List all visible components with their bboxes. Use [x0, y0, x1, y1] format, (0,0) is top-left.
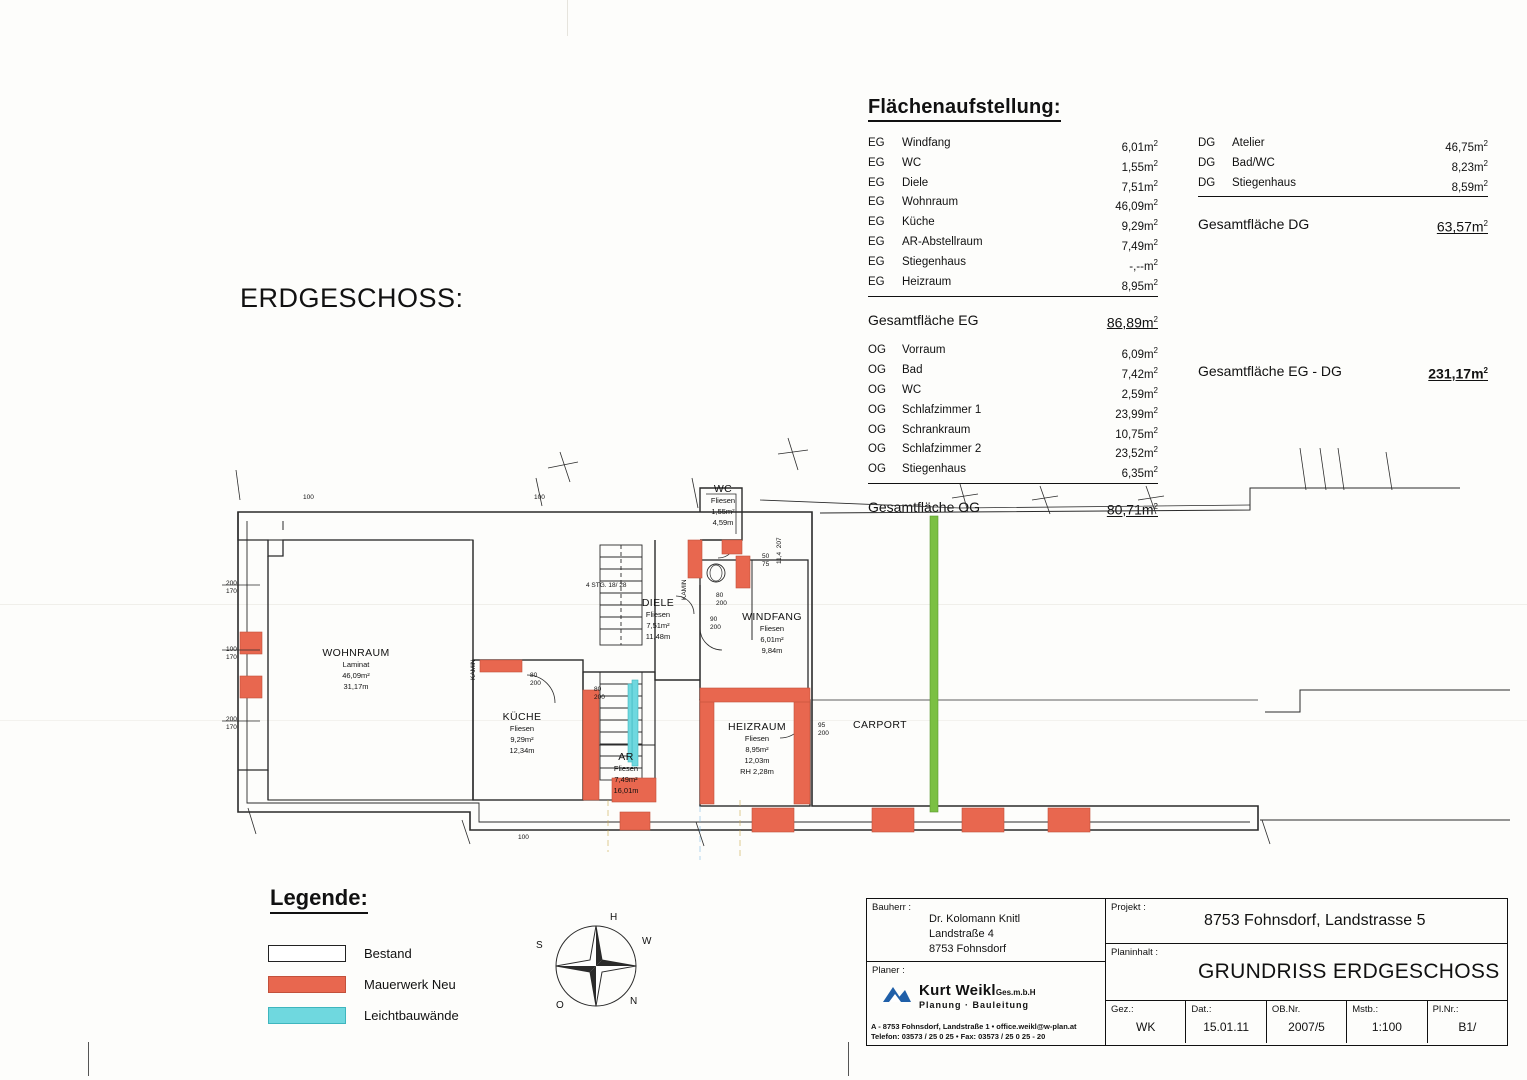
- planinhalt-cell: [1106, 944, 1507, 1001]
- room-finish: Laminat: [342, 660, 370, 669]
- room-name: CARPORT: [853, 719, 907, 731]
- area-value: $9,29m^2$: [1121, 218, 1158, 234]
- page-title: ERDGESCHOSS:: [240, 283, 464, 313]
- area-name: Stiegenhaus: [1232, 176, 1296, 189]
- area-name: AR-Abstellraum: [902, 236, 983, 249]
- bauherr-line-2: Landstraße 4: [929, 928, 994, 940]
- legend-item-leichtbauwaende: [268, 1007, 459, 1024]
- annotation-dim: 100: [534, 494, 545, 501]
- sum-total-value: $231,17m^2$: [1428, 365, 1488, 382]
- area-value: $-,--m^2$: [1129, 257, 1158, 273]
- field-mstb: [1347, 1001, 1427, 1043]
- planer-cell: [867, 962, 1105, 1044]
- room-label-wc: [700, 484, 746, 528]
- room-finish: Fliesen: [509, 724, 535, 733]
- annotation-dim: 50 75: [762, 553, 770, 568]
- annotation-dim: 100: [518, 834, 529, 841]
- area-name: Vorraum: [902, 344, 946, 357]
- sum-og-value: $80,71m^2$: [1106, 501, 1158, 518]
- title-block-right: [1106, 899, 1507, 1045]
- sum-eg-label: Gesamtfläche EG: [868, 311, 979, 328]
- area-value: $6,01m^2$: [1121, 139, 1158, 154]
- room-area: 9,29m²: [510, 735, 534, 744]
- area-value: $6,35m^2$: [1121, 465, 1158, 481]
- area-name: WC: [902, 156, 922, 169]
- planner-logo: [919, 982, 1099, 1010]
- bauherr-line-3: 8753 Fohnsdorf: [929, 943, 1007, 955]
- field-mstb-label: Mstb.:: [1352, 1004, 1379, 1015]
- room-perimeter: 9,84m: [761, 646, 783, 655]
- annotation-kamin-kueche: KAMIN: [470, 659, 477, 680]
- field-plnr: [1428, 1001, 1507, 1043]
- legend-label: Leichtbauwände: [364, 1008, 459, 1023]
- room-area: 7,51m²: [646, 621, 670, 630]
- room-label-wohnraum: [310, 648, 402, 692]
- annotation-stairs: 4 STG. 18/ 28: [586, 582, 627, 589]
- area-value: $1,55m^2$: [1121, 158, 1158, 174]
- area-level: OG: [868, 463, 886, 476]
- area-level: EG: [868, 275, 885, 288]
- room-name: HEIZRAUM: [727, 721, 787, 733]
- field-dat-value: 15.01.11: [1203, 1020, 1250, 1034]
- room-height: RH 2,28m: [740, 767, 774, 776]
- area-level: OG: [868, 403, 886, 416]
- planinhalt-label: Planinhalt :: [1111, 947, 1159, 958]
- annotation-dim: 100: [303, 494, 314, 501]
- area-value: $46,75m^2$: [1445, 139, 1488, 154]
- area-level: EG: [868, 216, 885, 229]
- room-perimeter: 12,03m: [744, 756, 770, 765]
- compass-label-top: H: [610, 912, 618, 923]
- annotation-dim: 90 200: [710, 616, 721, 631]
- projekt-value: 8753 Fohnsdorf, Landstrasse 5: [1204, 912, 1426, 929]
- planner-tagline: Planung · Bauleitung: [919, 1000, 1029, 1010]
- area-level: DG: [1198, 156, 1216, 169]
- area-value: $8,59m^2$: [1451, 178, 1488, 194]
- room-perimeter: 4,59m: [712, 518, 734, 527]
- legend-item-mauerwerk-neu: [268, 976, 459, 993]
- sum-dg-value: $63,57m^2$: [1436, 219, 1488, 236]
- room-name: AR: [618, 751, 634, 763]
- planer-label: Planer :: [872, 965, 905, 976]
- field-obnr-value: 2007/5: [1288, 1020, 1325, 1034]
- area-name: Schrankraum: [902, 423, 971, 436]
- title-block: [866, 898, 1508, 1046]
- bauherr-label: Bauherr :: [872, 902, 912, 913]
- area-name: WC: [902, 383, 922, 396]
- projekt-cell: [1106, 899, 1507, 944]
- area-value: $8,95m^2$: [1121, 277, 1158, 293]
- compass-label-o: O: [556, 1000, 564, 1011]
- area-level: EG: [868, 176, 885, 189]
- planner-suffix: Ges.m.b.H: [995, 988, 1036, 997]
- legend-swatch: [268, 976, 346, 993]
- room-area: 6,01m²: [760, 635, 784, 644]
- area-level: OG: [868, 364, 886, 377]
- compass-label-s: S: [536, 940, 543, 951]
- field-plnr-label: Pl.Nr.:: [1432, 1004, 1459, 1015]
- area-name: Windfang: [902, 137, 951, 149]
- annotation-kamin-diele: KAMIN: [681, 579, 688, 600]
- area-level: DG: [1198, 137, 1216, 149]
- annotation-dim: 100 170: [226, 646, 237, 661]
- sum-og-label: Gesamtfläche OG: [868, 499, 981, 516]
- annotation-dim: 80 200: [594, 686, 605, 701]
- area-level: OG: [868, 383, 886, 396]
- legend-label: Mauerwerk Neu: [364, 977, 456, 992]
- area-level: OG: [868, 443, 886, 456]
- crop-mark: [848, 1042, 849, 1076]
- bauherr-cell: [867, 899, 1105, 962]
- room-label-carport: [845, 720, 915, 731]
- area-name: Stiegenhaus: [902, 255, 966, 268]
- annotation-dim: 80 200: [716, 592, 727, 607]
- crop-mark: [88, 1042, 89, 1076]
- room-name: WINDFANG: [742, 611, 802, 623]
- room-label-kueche: [482, 712, 562, 756]
- title-block-fields: [1106, 1001, 1507, 1043]
- annotation-dim: 200 170: [226, 716, 237, 731]
- room-label-heizraum: [718, 722, 796, 777]
- sum-dg-label: Gesamtfläche DG: [1198, 216, 1310, 233]
- field-dat: [1186, 1001, 1266, 1043]
- area-level: DG: [1198, 176, 1216, 189]
- bauherr-value: [929, 912, 1020, 957]
- area-schedule-title: Flächenaufstellung:: [868, 96, 1061, 122]
- field-gez: [1106, 1001, 1186, 1043]
- sum-eg-value: $86,89m^2$: [1106, 314, 1158, 331]
- annotation-dim: 200 170: [226, 580, 237, 595]
- bauherr-line-1: Dr. Kolomann Knitl: [929, 913, 1021, 925]
- legend: [268, 945, 459, 1038]
- room-finish: Fliesen: [744, 734, 770, 743]
- room-finish: Fliesen: [645, 610, 671, 619]
- annotation-dim: 95 200: [818, 722, 829, 737]
- logo-mark-icon: [881, 984, 913, 1004]
- room-finish: Fliesen: [759, 624, 785, 633]
- compass-label-w: W: [642, 936, 652, 947]
- room-finish: Fliesen: [613, 764, 639, 773]
- room-name: DIELE: [641, 597, 675, 609]
- room-perimeter: 11,48m: [645, 632, 671, 641]
- room-area: 46,09m²: [342, 671, 370, 680]
- area-value: $7,42m^2$: [1121, 366, 1158, 381]
- room-perimeter: 12,34m: [509, 746, 535, 755]
- projekt-label: Projekt :: [1111, 902, 1146, 913]
- area-name: Schlafzimmer 1: [902, 403, 982, 416]
- field-gez-value: WK: [1136, 1020, 1156, 1034]
- legend-swatch: [268, 945, 346, 962]
- sum-total-label: Gesamtfläche EG - DG: [1198, 363, 1342, 380]
- room-area: 7,49m²: [614, 775, 638, 784]
- area-value: $7,49m^2$: [1121, 238, 1158, 253]
- area-value: $8,23m^2$: [1451, 158, 1488, 174]
- area-name: Wohnraum: [902, 196, 959, 209]
- area-level: EG: [868, 255, 885, 268]
- area-value: $23,99m^2$: [1115, 405, 1158, 421]
- legend-item-bestand: [268, 945, 459, 962]
- room-finish: Fliesen: [710, 496, 736, 505]
- area-level: OG: [868, 344, 886, 357]
- field-gez-label: Gez.:: [1111, 1004, 1134, 1015]
- planner-address: A - 8753 Fohnsdorf, Landstraße 1 • office.weikl@w-plan.at: [871, 1022, 1077, 1031]
- area-name: Bad/WC: [1232, 156, 1275, 169]
- room-area: 1,55m²: [711, 507, 735, 516]
- field-dat-label: Dat.:: [1191, 1004, 1212, 1015]
- area-value: $7,51m^2$: [1121, 178, 1158, 194]
- compass-label-n: N: [630, 996, 638, 1007]
- room-area: 8,95m²: [745, 745, 769, 754]
- room-label-windfang: [736, 612, 808, 656]
- room-name: WOHNRAUM: [322, 647, 390, 659]
- area-value: $10,75m^2$: [1115, 425, 1158, 441]
- area-name: Heizraum: [902, 275, 952, 288]
- area-level: EG: [868, 236, 885, 249]
- room-perimeter: 16,01m: [613, 786, 639, 795]
- field-obnr: [1267, 1001, 1347, 1043]
- field-mstb-value: 1:100: [1371, 1020, 1402, 1034]
- title-block-left: [867, 899, 1106, 1045]
- area-value: $6,09m^2$: [1121, 346, 1158, 362]
- legend-label: Bestand: [364, 946, 412, 961]
- field-obnr-label: OB.Nr.: [1271, 1004, 1301, 1015]
- planner-name: [919, 982, 1099, 999]
- area-level: EG: [868, 156, 885, 169]
- area-name: Atelier: [1232, 137, 1265, 149]
- legend-swatch: [268, 1007, 346, 1024]
- area-name: Schlafzimmer 2: [902, 443, 982, 456]
- planinhalt-value: GRUNDRISS ERDGESCHOSS: [1198, 960, 1500, 983]
- room-label-ar: [596, 752, 656, 796]
- room-label-diele: [630, 598, 686, 642]
- area-value: $23,52m^2$: [1115, 445, 1158, 461]
- area-value: $46,09m^2$: [1115, 198, 1158, 214]
- area-level: OG: [868, 423, 886, 436]
- room-name: WC: [713, 483, 733, 495]
- area-name: Stiegenhaus: [902, 463, 966, 476]
- area-name: Diele: [902, 176, 929, 189]
- room-name: KÜCHE: [502, 711, 542, 723]
- room-perimeter: 31,17m: [343, 682, 369, 691]
- area-value: $2,59m^2$: [1121, 385, 1158, 401]
- legend-title: Legende:: [270, 885, 368, 914]
- area-name: Küche: [902, 216, 935, 229]
- planner-phone: Telefon: 03573 / 25 0 25 • Fax: 03573 / 25 0 25 - 20: [871, 1032, 1046, 1041]
- compass-rose: [536, 912, 652, 1014]
- area-level: EG: [868, 137, 885, 149]
- annotation-dim: 11,4 207: [776, 537, 783, 564]
- planner-name-text: Kurt Weikl: [919, 982, 996, 999]
- area-name: Bad: [902, 364, 923, 377]
- annotation-dim: 80 200: [530, 672, 541, 687]
- area-level: EG: [868, 196, 885, 209]
- field-plnr-value: B1/: [1458, 1020, 1477, 1034]
